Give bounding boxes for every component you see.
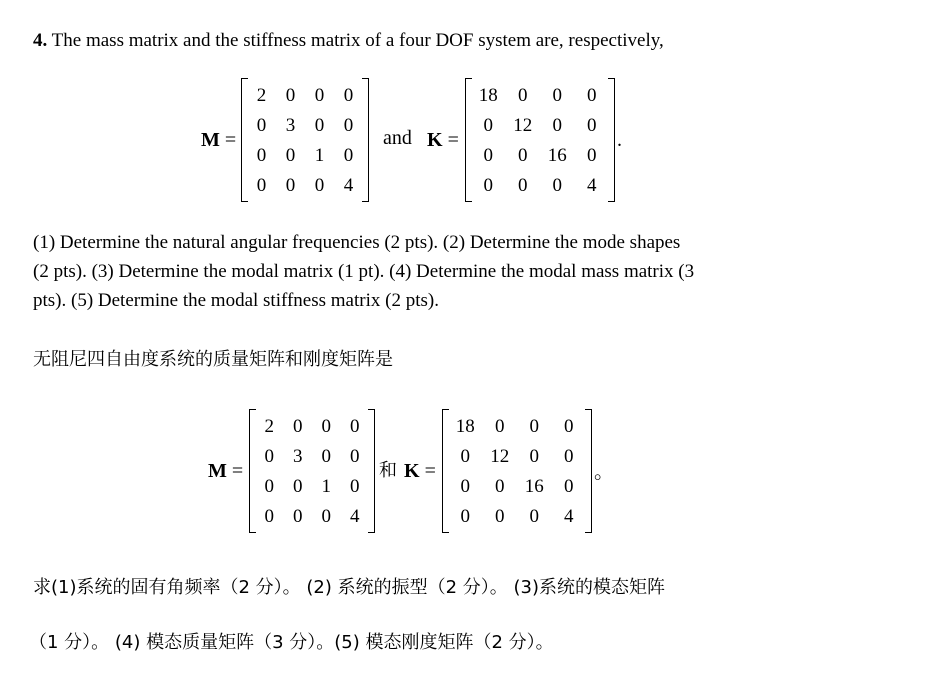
tasks-en-line-3: pts). (5) Determine the modal stiffness matrix (2 pts).	[33, 290, 439, 311]
matrix-cell: 0	[564, 416, 574, 437]
matrix-cell: 0	[293, 506, 303, 527]
matrix-cell: 0	[552, 115, 562, 136]
matrix-cell: 0	[495, 416, 505, 437]
matrix-cell: 2	[256, 85, 267, 106]
matrix-cell: 0	[285, 175, 296, 196]
tasks-en-line-2: (2 pts). (3) Determine the modal matrix (1 pt). (4) Determine the modal mass matrix (3	[33, 261, 695, 282]
matrix-cell: 0	[564, 446, 574, 467]
matrix-cell: 0	[343, 145, 354, 166]
tasks-cn-line-1: 求(1)系统的固有角频率（2 分）。 (2) 系统的振型（2 分）。 (3)系统的模态矩阵	[33, 577, 666, 598]
matrix-cell: 0	[552, 175, 562, 196]
matrix-cell: 0	[552, 85, 562, 106]
matrix-cell: 4	[564, 506, 574, 527]
matrix-cell: 0	[460, 476, 470, 497]
tasks-en-line-1: (1) Determine the natural angular frequencies (2 pts). (2) Determine the mode shapes	[33, 232, 681, 253]
matrix-cell: 0	[518, 85, 528, 106]
matrix-cell: 0	[343, 115, 354, 136]
matrix-cell: 0	[321, 446, 331, 467]
equation-chinese	[0, 409, 928, 533]
matrix-cell: 3	[285, 115, 296, 136]
problem-number: 4.	[33, 30, 48, 51]
matrix-cell: 0	[293, 416, 303, 437]
matrix-cell: 0	[350, 476, 360, 497]
stiffness-symbol-en: K =	[427, 129, 459, 151]
matrix-cell: 4	[343, 175, 354, 196]
mass-symbol-cn: M =	[208, 460, 244, 482]
matrix-cell: 0	[314, 175, 325, 196]
matrix-cell: 0	[495, 506, 505, 527]
matrix-cell: 0	[256, 115, 267, 136]
connector-and: and	[383, 127, 412, 149]
matrix-cell: 0	[529, 506, 539, 527]
stiffness-matrix-cn	[442, 409, 592, 533]
mass-matrix-cn	[249, 409, 375, 533]
matrix-cell: 12	[513, 115, 533, 136]
matrix-cell: 0	[264, 476, 274, 497]
matrix-cell: 0	[460, 506, 470, 527]
mass-matrix-en	[241, 78, 369, 202]
matrix-cell: 0	[529, 446, 539, 467]
matrix-cell: 0	[264, 506, 274, 527]
matrix-cell: 0	[293, 476, 303, 497]
matrix-cell: 3	[293, 446, 303, 467]
matrix-cell: 0	[256, 175, 267, 196]
matrix-cell: 1	[321, 476, 331, 497]
stiffness-matrix-en	[465, 78, 615, 202]
matrix-cell: 0	[518, 175, 528, 196]
matrix-cell: 0	[321, 416, 331, 437]
connector-he: 和	[379, 460, 397, 481]
equation-english	[0, 78, 928, 202]
matrix-cell: 16	[547, 145, 567, 166]
end-period-en: .	[617, 129, 622, 151]
matrix-cell: 12	[490, 446, 510, 467]
stiffness-symbol-cn: K =	[404, 460, 436, 482]
matrix-cell: 0	[350, 416, 360, 437]
matrix-cell: 0	[314, 115, 325, 136]
matrix-cell: 0	[495, 476, 505, 497]
matrix-cell: 0	[321, 506, 331, 527]
statement-cn: 无阻尼四自由度系统的质量矩阵和刚度矩阵是	[33, 349, 393, 370]
matrix-cell: 0	[460, 446, 470, 467]
end-period-cn: 。	[594, 459, 614, 483]
matrix-cell: 18	[455, 416, 475, 437]
matrix-cell: 4	[587, 175, 597, 196]
matrix-cell: 0	[314, 85, 325, 106]
matrix-cell: 0	[564, 476, 574, 497]
matrix-cell: 0	[343, 85, 354, 106]
mass-symbol-en: M =	[201, 129, 237, 151]
matrix-cell: 0	[483, 115, 493, 136]
matrix-cell: 1	[314, 145, 325, 166]
matrix-cell: 4	[350, 506, 360, 527]
matrix-cell: 0	[483, 145, 493, 166]
matrix-cell: 0	[285, 85, 296, 106]
matrix-cell: 18	[478, 85, 498, 106]
problem-statement: The mass matrix and the stiffness matrix of a four DOF system are, respectively,	[51, 30, 664, 51]
matrix-cell: 0	[587, 85, 597, 106]
matrix-cell: 0	[518, 145, 528, 166]
matrix-cell: 0	[529, 416, 539, 437]
matrix-cell: 2	[264, 416, 274, 437]
problem-heading	[33, 26, 664, 55]
matrix-cell: 16	[524, 476, 544, 497]
tasks-cn-line-2: （1 分）。 (4) 模态质量矩阵（3 分）。(5) 模态刚度矩阵（2 分）。	[29, 632, 554, 653]
matrix-cell: 0	[256, 145, 267, 166]
matrix-cell: 0	[264, 446, 274, 467]
matrix-cell: 0	[483, 175, 493, 196]
matrix-cell: 0	[350, 446, 360, 467]
matrix-cell: 0	[587, 145, 597, 166]
matrix-cell: 0	[285, 145, 296, 166]
matrix-cell: 0	[587, 115, 597, 136]
